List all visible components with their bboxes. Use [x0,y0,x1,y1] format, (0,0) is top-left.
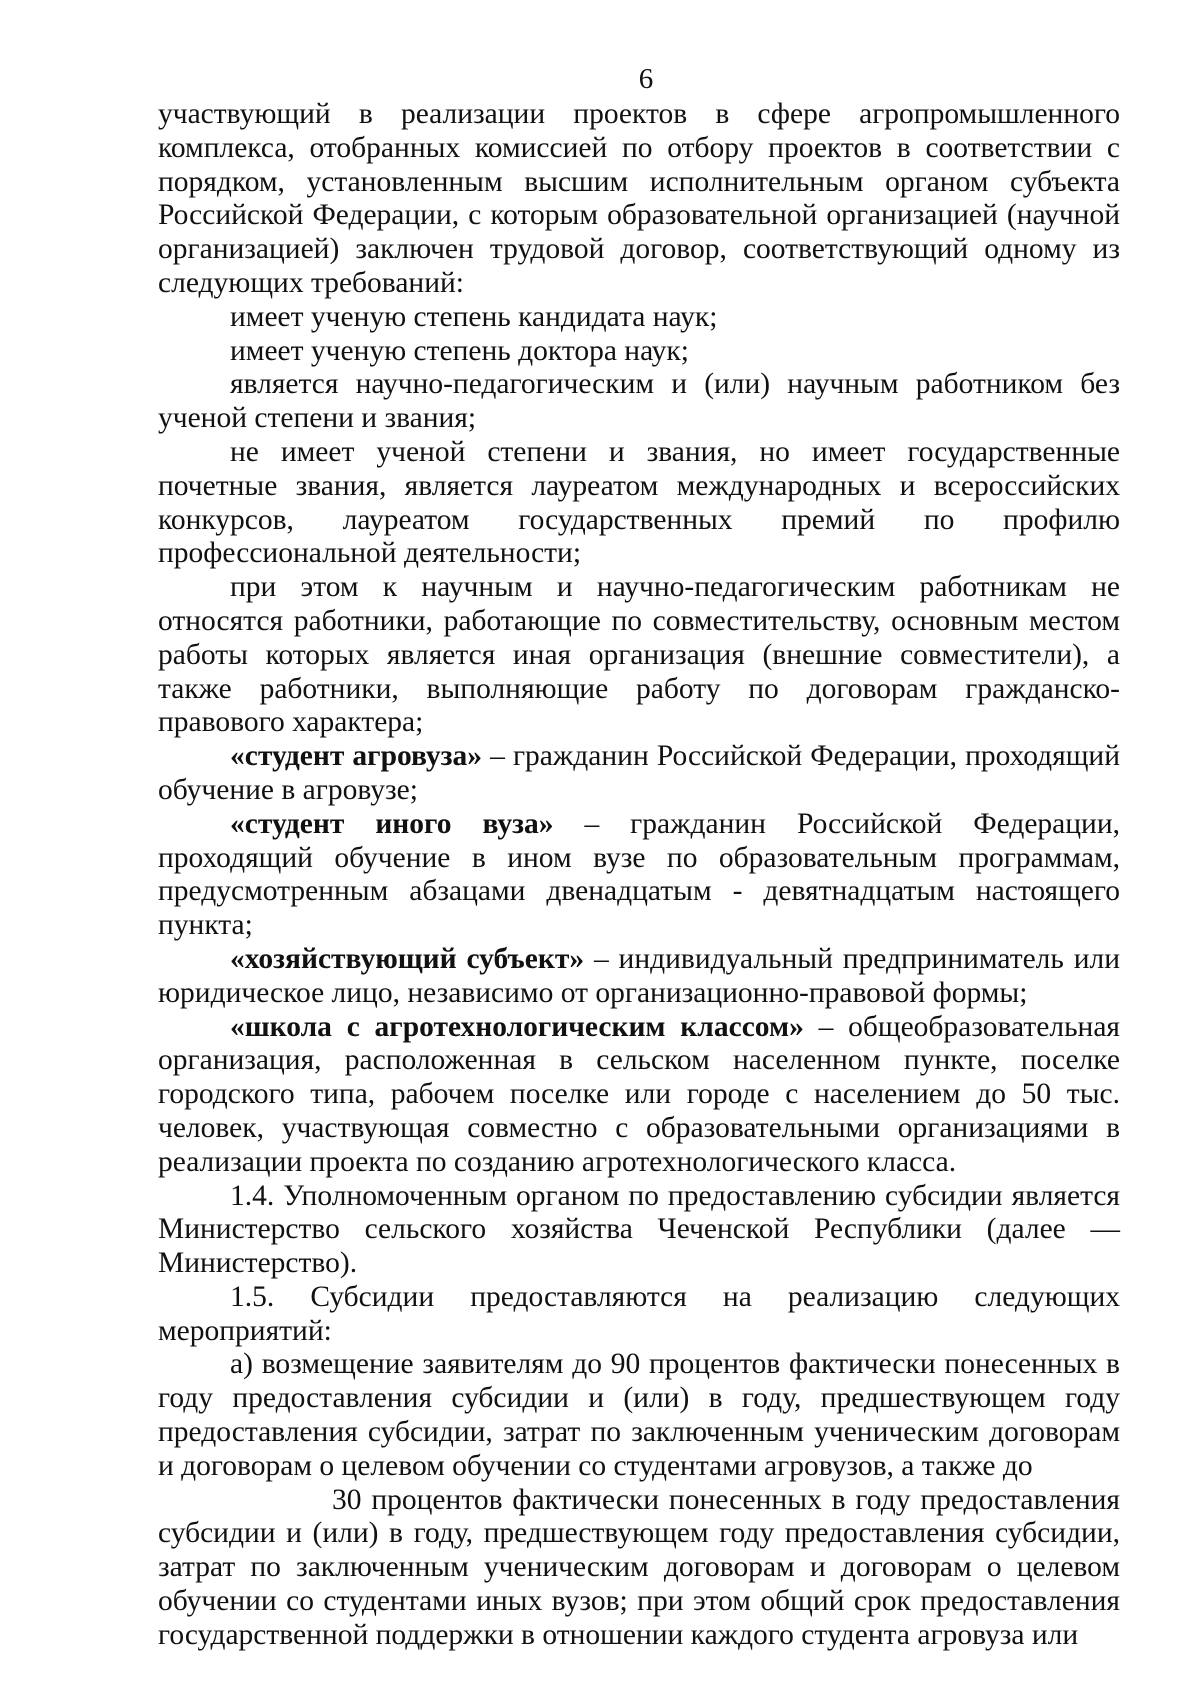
clause-a: а) возмещение заявителям до 90 процентов фактически понесенных в году предоставления субсидии и (или) в году, предшествующем году предоставления субсидии, затрат по заключенным ученическим договорам и договорам о целевом обучении со студентами агровузов, а также до [158,1348,1120,1482]
definition-business-entity [158,943,1120,1011]
requirement-doctor: имеет ученую степень доктора наук; [230,334,689,367]
paragraph-exclusions: при этом к научным и научно-педагогическим работникам не относятся работники, работающие по совместительству, основным местом работы которых является иная организация (внешние совместители), а также работники, выполняющие работу по договорам гражданско-правового характера; [158,571,1120,739]
definition-term: «студент агровуза» [230,740,483,773]
paragraph-continuation: участвующий в реализации проектов в сфере агропромышленного комплекса, отобранных комиссией по отбору проектов в соответствии с порядком, установленным высшим исполнительным органом субъекта Российской Федерации, с которым образовательной организацией (научной организацией) заключен трудовой договор, соответствующий одному из следующих требований: [158,98,1120,299]
definition-agro-school [158,1011,1120,1180]
page-number: 6 [638,63,654,95]
definition-term: «школа с агротехнологическим классом» [230,1010,804,1043]
clause-a-continuation: 30 процентов фактически понесенных в году предоставления субсидии и (или) в году, предшествующем году предоставления субсидии, затрат по заключенным ученическим договорам и договорам о целевом обучении со студентами иных вузов; при этом общий срок предоставления государственной поддержки в отношении каждого студента агровуза или [158,1483,1120,1651]
definition-text: – гражданин Российской Федерации, проходящий обучение в агровузе; [158,740,1121,806]
requirement-honorary: не имеет ученой степени и звания, но имеет государственные почетные звания, является лауреатом международных и всероссийских конкурсов, лауреатом государственных премий по профилю профессиональной деятельности; [158,435,1120,570]
definition-agro-student [158,740,1120,808]
definition-text: – индивидуальный предприниматель или юридическое лицо, независимо от организационно-правовой формы; [158,942,1120,1009]
requirement-candidate: имеет ученую степень кандидата наук; [230,300,718,333]
definition-term: «хозяйствующий субъект» [230,942,585,975]
definition-term: «студент иного вуза» [230,807,554,840]
definition-text: – гражданин Российской Федерации, проходящий обучение в ином вузе по образовательным программам, предусмотренным абзацами двенадцатым - девятнадцатым настоящего пункта; [158,807,1120,942]
definition-text: – общеобразовательная организация, расположенная в сельском населенном пункте, поселке городского типа, рабочем поселке или городе с населением до 50 тыс. человек, участвующая совместно с образовательными организациями в реализации проекта по созданию агротехнологического класса. [158,1010,1120,1178]
document-body [158,98,1120,1653]
definition-other-student [158,808,1120,943]
clause-1-5: 1.5. Субсидии предоставляются на реализацию следующих мероприятий: [158,1280,1120,1347]
requirement-researcher: является научно-педагогическим и (или) научным работником без ученой степени и звания; [158,368,1120,435]
clause-1-4: 1.4. Уполномоченным органом по предоставлению субсидии является Министерство сельского хозяйства Чеченской Республики (далее — Министерство). [158,1179,1120,1280]
